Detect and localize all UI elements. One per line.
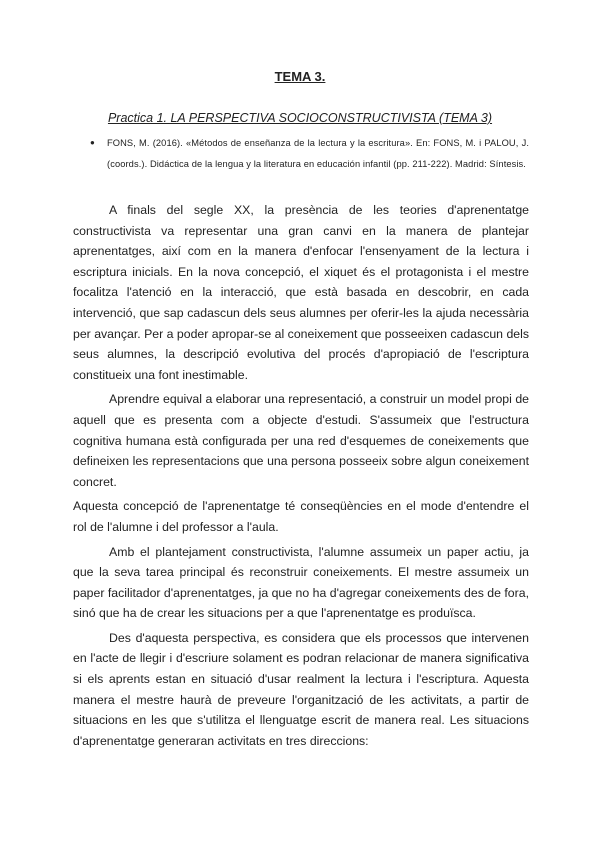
paragraph: Aquesta concepció de l'aprenentatge té conseqüències en el mode d'entendre el rol de l'alumne i del professor a l'aula.	[73, 499, 529, 534]
practice-subtitle: Practica 1. LA PERSPECTIVA SOCIOCONSTRUCTIVISTA (TEMA 3)	[107, 111, 493, 125]
body-text	[73, 200, 529, 755]
reference-text: FONS, M. (2016). «Métodos de enseñanza de la lectura y la escritura». En: FONS, M. i PALOU, J. (coords.). Didáctica de la lengua y la literatura en educación infantil (pp. 211-222). Madrid: Síntesis.	[107, 138, 529, 169]
paragraph: Amb el plantejament constructivista, l'alumne assumeix un paper actiu, ja que la seva tarea principal és reconstruir coneixements. El mestre assumeix un paper facilitador d'aprenentatges, ja que no ha d'agregar coneixements des de fora, sinó que ha de crear les situacions per a que l'aprenentatge es produïsca.	[73, 544, 529, 621]
bullet-icon: ●	[90, 138, 95, 147]
paragraph: Aprendre equival a elaborar una representació, a construir un model propi de aquell que es presenta com a objecte d'estudi. S'assumeix que l'estructura cognitiva humana està configurada per una red d'esquemes de coneixements que defineixen les representacions que una persona posseeix sobre algun coneixement concret.	[73, 392, 529, 489]
paragraph: Des d'aquesta perspectiva, es considera que els processos que intervenen en l'acte de llegir i d'escriure solament es podran relacionar de manera significativa si els aprents estan en situació d'usar realment la lectura i l'escriptura. Aquesta manera el mestre haurà de preveure l'organització de les activitats, a partir de situacions en les que s'utilitza el llenguatge escrit de manera real. Les situacions d'aprenentatge generaran activitats en tres direccions:	[73, 630, 529, 748]
page-title: TEMA 3.	[274, 69, 326, 84]
paragraph: A finals del segle XX, la presència de les teories d'aprenentatge constructivista va representar una gran canvi en la manera de plantejar aprenentatges, així com en la manera d'enfocar l'ensenyament de la lectura i escriptura inicials. En la nova concepció, el xiquet és el protagonista i el mestre focalitza l'atenció en la interacció, que està basada en descobrir, en cada intervenció, que sap cadascun dels seus alumnes per oferir-les la ajuda necessària per avançar. Per a poder apropar-se al coneixement que posseeixen cadascun dels seus alumnes, la descripció evolutiva del procés d'apropiació de l'escriptura constitueix una font inestimable.	[73, 203, 529, 382]
reference-item	[90, 133, 529, 174]
